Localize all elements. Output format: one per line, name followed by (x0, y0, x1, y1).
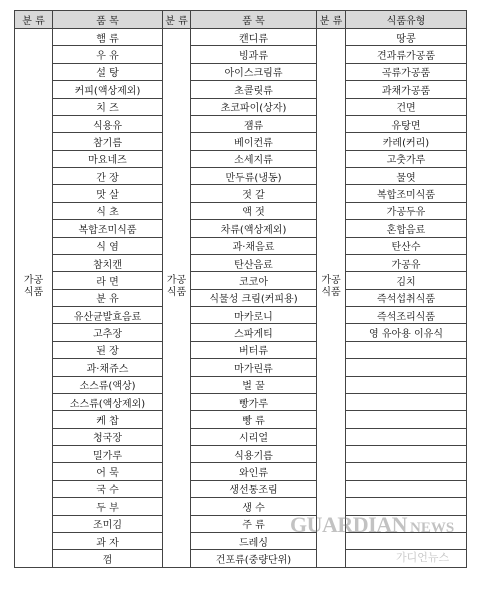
item-cell: 김치 (346, 272, 467, 289)
item-cell: 고춧가루 (346, 150, 467, 167)
item-cell: 맛 살 (53, 185, 163, 202)
item-cell: 생선통조림 (191, 480, 317, 497)
table-row (15, 446, 467, 463)
item-cell: 햄 류 (53, 29, 163, 46)
item-cell: 설 탕 (53, 63, 163, 80)
item-cell: 식 염 (53, 237, 163, 254)
item-cell: 카레(커리) (346, 133, 467, 150)
food-item-table (14, 10, 467, 568)
table-row (15, 411, 467, 428)
item-cell: 참치캔 (53, 254, 163, 271)
item-cell: 식물성 크림(커피용) (191, 289, 317, 306)
item-cell: 우 유 (53, 46, 163, 63)
item-cell: 두 부 (53, 498, 163, 515)
item-cell: 건면 (346, 98, 467, 115)
table-row (15, 463, 467, 480)
item-cell: 껌 (53, 550, 163, 567)
item-cell: 된 장 (53, 341, 163, 358)
item-cell: 치 즈 (53, 98, 163, 115)
item-cell: 유탕면 (346, 115, 467, 132)
item-cell: 과 자 (53, 532, 163, 549)
item-cell: 코코아 (191, 272, 317, 289)
table-row (15, 393, 467, 410)
item-cell: 드레싱 (191, 532, 317, 549)
header-category-2: 분 류 (163, 11, 191, 29)
empty-cell (346, 463, 467, 480)
table-row (15, 237, 467, 254)
item-cell: 캔디류 (191, 29, 317, 46)
item-cell: 분 유 (53, 289, 163, 306)
empty-cell (346, 393, 467, 410)
table-row (15, 150, 467, 167)
item-cell: 시리얼 (191, 428, 317, 445)
table-row (15, 185, 467, 202)
table-row (15, 202, 467, 219)
item-cell: 고추장 (53, 324, 163, 341)
item-cell: 국 수 (53, 480, 163, 497)
item-cell: 빵 류 (191, 411, 317, 428)
table-row (15, 307, 467, 324)
item-cell: 소스류(액상제외) (53, 393, 163, 410)
item-cell: 탄산음료 (191, 254, 317, 271)
watermark-logo (290, 512, 454, 538)
watermark-title-suffix: NEWS (410, 520, 455, 536)
header-food-type: 식품유형 (346, 11, 467, 29)
item-cell: 액 젓 (191, 202, 317, 219)
item-cell: 유산균발효음료 (53, 307, 163, 324)
item-cell: 주 류 (191, 515, 317, 532)
item-cell: 아이스크림류 (191, 63, 317, 80)
item-cell: 가공두유 (346, 202, 467, 219)
item-cell: 과채가공품 (346, 81, 467, 98)
item-cell: 즉석조리식품 (346, 307, 467, 324)
table-row (15, 289, 467, 306)
item-cell: 곡류가공품 (346, 63, 467, 80)
item-cell: 초코파이(상자) (191, 98, 317, 115)
item-cell: 만두류(냉동) (191, 168, 317, 185)
item-cell: 견과류가공품 (346, 46, 467, 63)
table-row (15, 63, 467, 80)
item-cell: 스파게티 (191, 324, 317, 341)
item-cell: 즉석섭취식품 (346, 289, 467, 306)
item-cell: 간 장 (53, 168, 163, 185)
item-cell: 라 면 (53, 272, 163, 289)
item-cell: 어 묵 (53, 463, 163, 480)
item-cell: 복합조미식품 (346, 185, 467, 202)
item-cell: 빵가루 (191, 393, 317, 410)
category-cell-2: 가공 식품 (163, 29, 191, 568)
item-cell: 생 수 (191, 498, 317, 515)
table-row (15, 81, 467, 98)
item-cell: 청국장 (53, 428, 163, 445)
table-row (15, 168, 467, 185)
empty-cell (346, 411, 467, 428)
item-cell: 가공유 (346, 254, 467, 271)
watermark-title: GUARDIAN (290, 512, 407, 537)
header-row (15, 11, 467, 29)
table-row (15, 133, 467, 150)
table-row (15, 220, 467, 237)
empty-cell (346, 359, 467, 376)
header-category-1: 분 류 (15, 11, 53, 29)
item-cell: 와인류 (191, 463, 317, 480)
item-cell: 마요네즈 (53, 150, 163, 167)
item-cell: 마가린류 (191, 359, 317, 376)
item-cell: 빙과류 (191, 46, 317, 63)
table-row (15, 115, 467, 132)
item-cell: 식 초 (53, 202, 163, 219)
item-cell: 차류(액상제외) (191, 220, 317, 237)
item-cell: 땅콩 (346, 29, 467, 46)
watermark-subtitle: 가디언뉴스 (396, 551, 450, 564)
item-cell: 젓 갈 (191, 185, 317, 202)
table-row (15, 359, 467, 376)
item-cell: 베이컨류 (191, 133, 317, 150)
table-row (15, 254, 467, 271)
item-cell: 식용유 (53, 115, 163, 132)
item-cell: 참기름 (53, 133, 163, 150)
item-cell: 버터류 (191, 341, 317, 358)
empty-cell (346, 446, 467, 463)
item-cell: 식용기름 (191, 446, 317, 463)
item-cell: 케 찹 (53, 411, 163, 428)
header-item-1: 품 목 (53, 11, 163, 29)
item-cell: 초콜릿류 (191, 81, 317, 98)
table-row (15, 376, 467, 393)
table-row (15, 428, 467, 445)
empty-cell (346, 480, 467, 497)
table-row (15, 272, 467, 289)
item-cell: 물엿 (346, 168, 467, 185)
item-cell: 마카로니 (191, 307, 317, 324)
empty-cell (346, 341, 467, 358)
item-cell: 혼합음료 (346, 220, 467, 237)
item-cell: 복합조미식품 (53, 220, 163, 237)
header-category-3: 분 류 (317, 11, 346, 29)
item-cell: 조미김 (53, 515, 163, 532)
table-row (15, 46, 467, 63)
table-body (15, 29, 467, 568)
item-cell: 벌 꿀 (191, 376, 317, 393)
item-cell: 건포류(중량단위) (191, 550, 317, 567)
item-cell: 영 유아용 이유식 (346, 324, 467, 341)
item-cell: 소세지류 (191, 150, 317, 167)
item-cell: 밀가루 (53, 446, 163, 463)
header-item-2: 품 목 (191, 11, 317, 29)
category-cell-3: 가공 식품 (317, 29, 346, 568)
category-cell-1: 가공 식품 (15, 29, 53, 568)
item-cell: 과·채음료 (191, 237, 317, 254)
item-cell: 탄산수 (346, 237, 467, 254)
empty-cell (346, 428, 467, 445)
table-row (15, 29, 467, 46)
item-cell: 과·채쥬스 (53, 359, 163, 376)
table-row (15, 480, 467, 497)
item-cell: 커피(액상제외) (53, 81, 163, 98)
item-cell: 소스류(액상) (53, 376, 163, 393)
table-row (15, 341, 467, 358)
table-row (15, 324, 467, 341)
item-cell: 잼류 (191, 115, 317, 132)
table-row (15, 98, 467, 115)
empty-cell (346, 376, 467, 393)
